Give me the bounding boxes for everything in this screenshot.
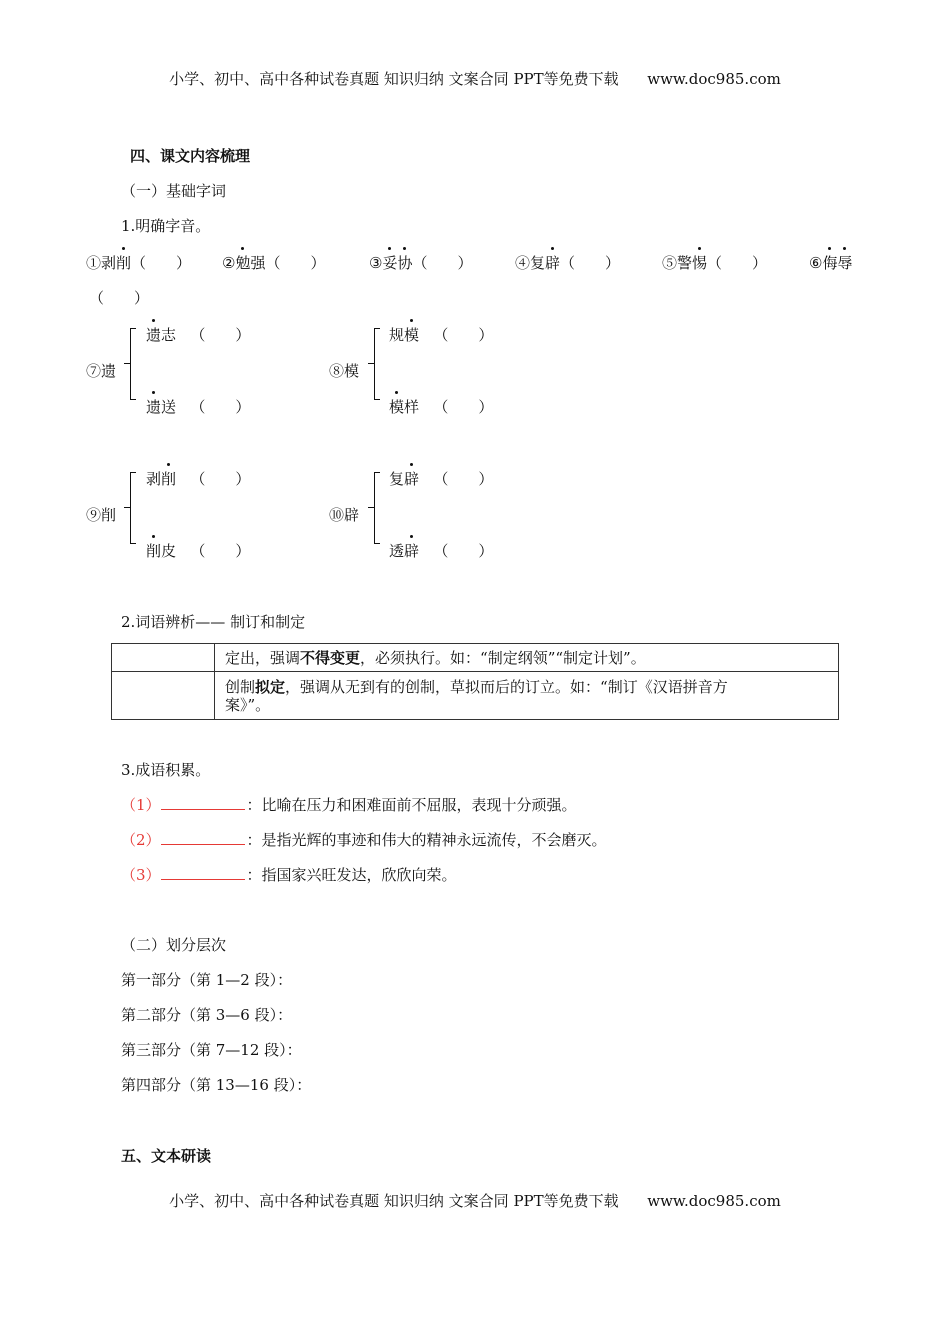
answer-paren: （ ） xyxy=(131,254,192,272)
footer-text: 小学、初中、高中各种试卷真题 知识归纳 文案合同 PPT等免费下载 xyxy=(169,1192,619,1210)
polyphone-label: ⑨削 xyxy=(86,506,117,524)
polyphone-word: 透辟 （ ） xyxy=(389,542,494,560)
polyphone-label: ⑦遗 xyxy=(86,362,117,380)
polyphone-word: 模样 （ ） xyxy=(389,398,494,416)
pron-item: ④复辟（ ） xyxy=(515,254,621,272)
answer-paren: （ ） xyxy=(412,254,473,272)
part-line: 第二部分（第 3—6 段）： xyxy=(121,1006,293,1024)
question-title: 1.明确字音。 xyxy=(121,217,211,235)
footer-url: www.doc985.com xyxy=(647,1192,781,1210)
subsection-title: （二）划分层次 xyxy=(121,936,227,954)
answer-blank[interactable] xyxy=(161,865,245,880)
section-title: 四、课文内容梳理 xyxy=(130,147,251,165)
section-title: 五、文本研读 xyxy=(121,1147,212,1165)
polyphone-word: 复辟 （ ） xyxy=(389,470,494,488)
answer-paren: （ ） xyxy=(89,289,150,307)
part-line: 第三部分（第 7—12 段）： xyxy=(121,1041,302,1059)
part-line: 第一部分（第 1—2 段）： xyxy=(121,971,293,989)
polyphone-word: 剥削 （ ） xyxy=(146,470,251,488)
table-cell-word xyxy=(112,672,215,720)
page-header xyxy=(0,69,950,89)
header-text: 小学、初中、高中各种试卷真题 知识归纳 文案合同 PPT等免费下载 xyxy=(169,70,619,88)
answer-paren: （ ） xyxy=(265,254,326,272)
pron-item: ②勉强（ ） xyxy=(222,254,326,272)
word-table xyxy=(111,643,839,720)
idiom-item: （1） ：比喻在压力和困难面前不屈服，表现十分顽强。 xyxy=(121,796,577,814)
answer-blank[interactable] xyxy=(161,795,245,810)
page-footer xyxy=(0,1191,950,1211)
table-cell-word xyxy=(112,644,215,672)
answer-blank[interactable] xyxy=(161,830,245,845)
polyphone-label: ⑩辟 xyxy=(329,506,360,524)
polyphone-word: 削皮 （ ） xyxy=(146,542,251,560)
pron-item: ⑥侮辱 xyxy=(809,254,853,272)
idiom-item: （3） ：指国家兴旺发达，欣欣向荣。 xyxy=(121,866,457,884)
table-cell-definition: 定出，强调不得变更，必须执行。如：“制定纲领”“制定计划”。 xyxy=(215,644,839,672)
answer-paren: （ ） xyxy=(560,254,621,272)
header-url: www.doc985.com xyxy=(647,70,781,88)
table-row xyxy=(112,672,839,720)
subsection-title: （一）基础字词 xyxy=(121,182,227,200)
question-title: 3.成语积累。 xyxy=(121,761,211,779)
pron-item: ①剥削（ ） xyxy=(86,254,192,272)
brace xyxy=(130,328,136,400)
pron-item: ③妥协（ ） xyxy=(369,254,473,272)
answer-paren: （ ） xyxy=(707,254,768,272)
polyphone-word: 遗送 （ ） xyxy=(146,398,251,416)
question-title: 2.词语辨析—— 制订和制定 xyxy=(121,613,306,631)
brace xyxy=(374,472,380,544)
polyphone-word: 规模 （ ） xyxy=(389,326,494,344)
brace xyxy=(374,328,380,400)
brace xyxy=(130,472,136,544)
polyphone-label: ⑧模 xyxy=(329,362,360,380)
table-row xyxy=(112,644,839,672)
pron-item: ⑤警惕（ ） xyxy=(662,254,768,272)
part-line: 第四部分（第 13—16 段）： xyxy=(121,1076,312,1094)
idiom-item: （2） ：是指光辉的事迹和伟大的精神永远流传，不会磨灭。 xyxy=(121,831,607,849)
table-cell-definition: 创制拟定，强调从无到有的创制，草拟而后的订立。如：“制订《汉语拼音方 案》”。 xyxy=(215,672,839,720)
polyphone-word: 遗志 （ ） xyxy=(146,326,251,344)
